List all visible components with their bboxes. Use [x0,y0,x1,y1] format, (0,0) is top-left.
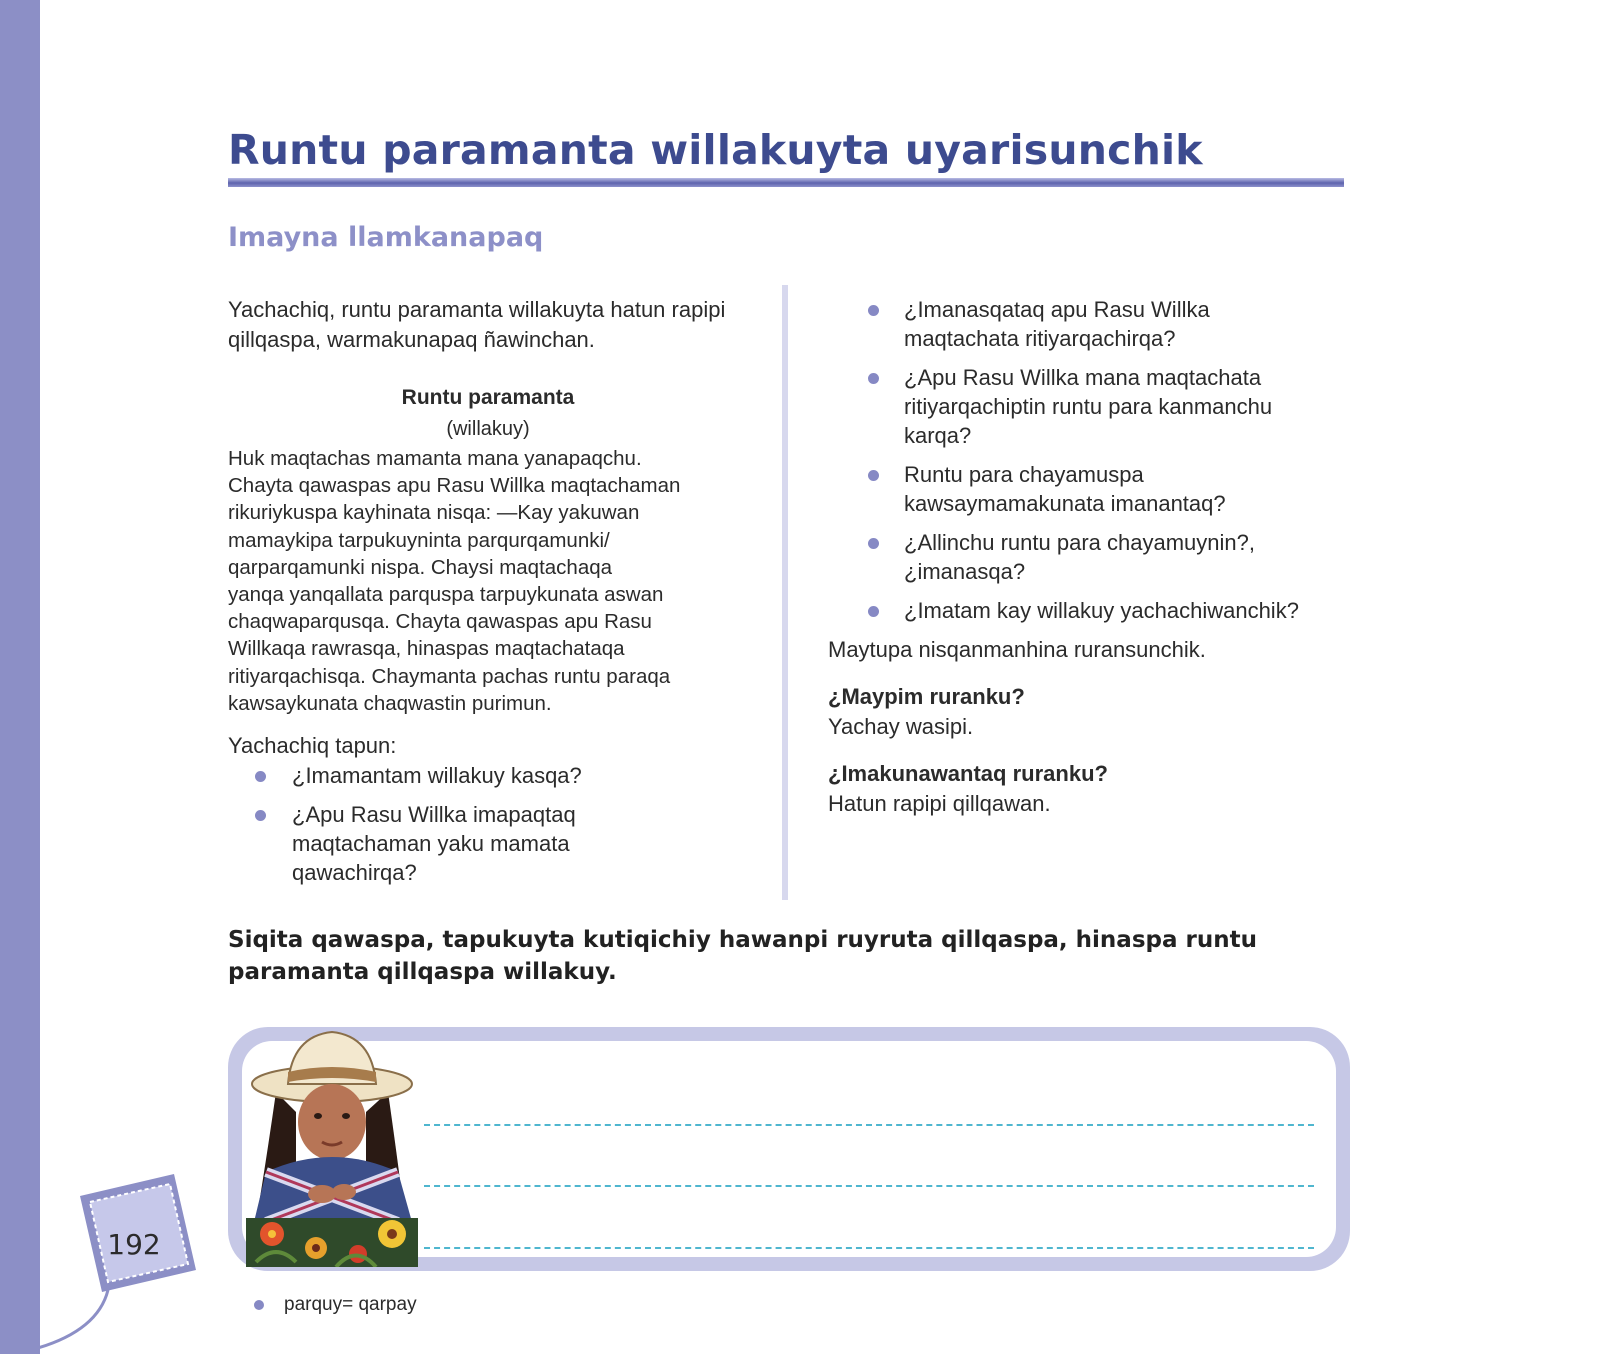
list-item [904,596,1358,625]
story-line: Willkaqa rawrasqa, hinaspas maqtachataqa [228,637,625,661]
story-body [228,445,748,717]
question-line: maqtachata ritiyarqachirqa? [904,326,1176,351]
question-line: kawsaymamakunata imanantaq? [904,491,1226,516]
list-item [904,460,1358,518]
bullet-icon [254,1300,264,1310]
writing-line[interactable] [424,1185,1314,1187]
question-line: ritiyarqachiptin runtu para kanmanchu [904,394,1273,419]
writing-line[interactable] [424,1247,1314,1249]
bullet-icon [868,470,879,481]
girl-illustration [236,1022,428,1267]
question-line: ¿Imatam kay willakuy yachachiwanchik? [904,598,1299,623]
bullet-icon [868,305,879,316]
bullet-icon [868,606,879,617]
story-title: Runtu paramanta [401,386,575,409]
where-question: ¿Maypim ruranku? [828,684,1025,709]
story-line: ritiyarqachisqa. Chaymanta pachas runtu paraqa [228,664,671,688]
story-line: mamaykipa tarpukuyninta parqurqamunki/ [228,528,610,552]
left-color-band [0,0,40,1354]
question-line: ¿Imamantam willakuy kasqa? [292,763,582,789]
right-question-list [838,295,1358,625]
left-question-list [228,761,748,887]
story-subtitle: (willakuy) [446,418,530,440]
story-line: yanqa yanqallata parquspa tarpuykunata aswan [228,583,664,607]
question-line: Runtu para chayamuspa [904,462,1144,487]
left-column [228,295,748,897]
with-question: ¿Imakunawantaq ruranku? [828,761,1108,786]
footnote [254,1294,417,1316]
bullet-icon [868,373,879,384]
teacher-prompt: Yachachiq tapun: [228,733,397,759]
bullet-icon [255,771,266,782]
intro-paragraph: Yachachiq, runtu paramanta willakuyta hatun rapipi qillqaspa, warmakunapaq ñawinchan. [228,297,726,352]
question-line: ¿Apu Rasu Willka imapaqtaq [292,802,576,828]
page-title: Runtu paramanta willakuyta uyarisunchik [228,126,1203,174]
exercise-instruction: Siqita qawaspa, tapukuyta kutiqichiy hawanpi ruyruta qillqaspa, hinaspa runtu paramanta qillqaspa willakuy. [228,927,1257,985]
question-line: maqtachaman yaku mamata [292,831,570,857]
with-answer: Hatun rapipi qillqawan. [828,791,1051,816]
list-item [292,800,748,887]
list-item [904,363,1358,450]
footnote-text: parquy= qarpay [284,1294,417,1315]
story-line: rikuriykuspa kayhinata nisqa: —Kay yakuwan [228,501,640,525]
closing-line: Maytupa nisqanmanhina ruransunchik. [828,637,1206,662]
story-line: Huk maqtachas mamanta mana yanapaqchu. [228,447,642,470]
question-line: ¿imanasqa? [904,559,1026,584]
question-line: ¿Apu Rasu Willka mana maqtachata [904,365,1262,390]
corner-decoration [38,1290,128,1354]
section-subtitle: Imayna llamkanapaq [228,222,544,253]
page-number: 192 [107,1228,161,1261]
story-line: qarparqamunki nispa. Chaysi maqtachaqa [228,555,613,579]
question-line: ¿Imanasqataq apu Rasu Willka [904,297,1210,322]
list-item [904,528,1358,586]
where-answer: Yachay wasipi. [828,714,974,739]
bullet-icon [255,810,266,821]
question-line: qawachirqa? [292,860,417,886]
question-line: karqa? [904,423,972,448]
title-underline [228,178,1344,187]
question-line: ¿Allinchu runtu para chayamuynin?, [904,530,1255,555]
writing-line[interactable] [424,1124,1314,1126]
column-divider [782,285,788,900]
list-item [904,295,1358,353]
list-item [292,761,748,790]
right-column [828,295,1358,819]
story-line: Chayta qawaspas apu Rasu Willka maqtachaman [228,474,681,498]
story-line: chaqwaparqusqa. Chayta qawaspas apu Rasu [228,610,652,634]
story-line: kawsaykunata chaqwastin purimun. [228,691,552,715]
bullet-icon [868,538,879,549]
